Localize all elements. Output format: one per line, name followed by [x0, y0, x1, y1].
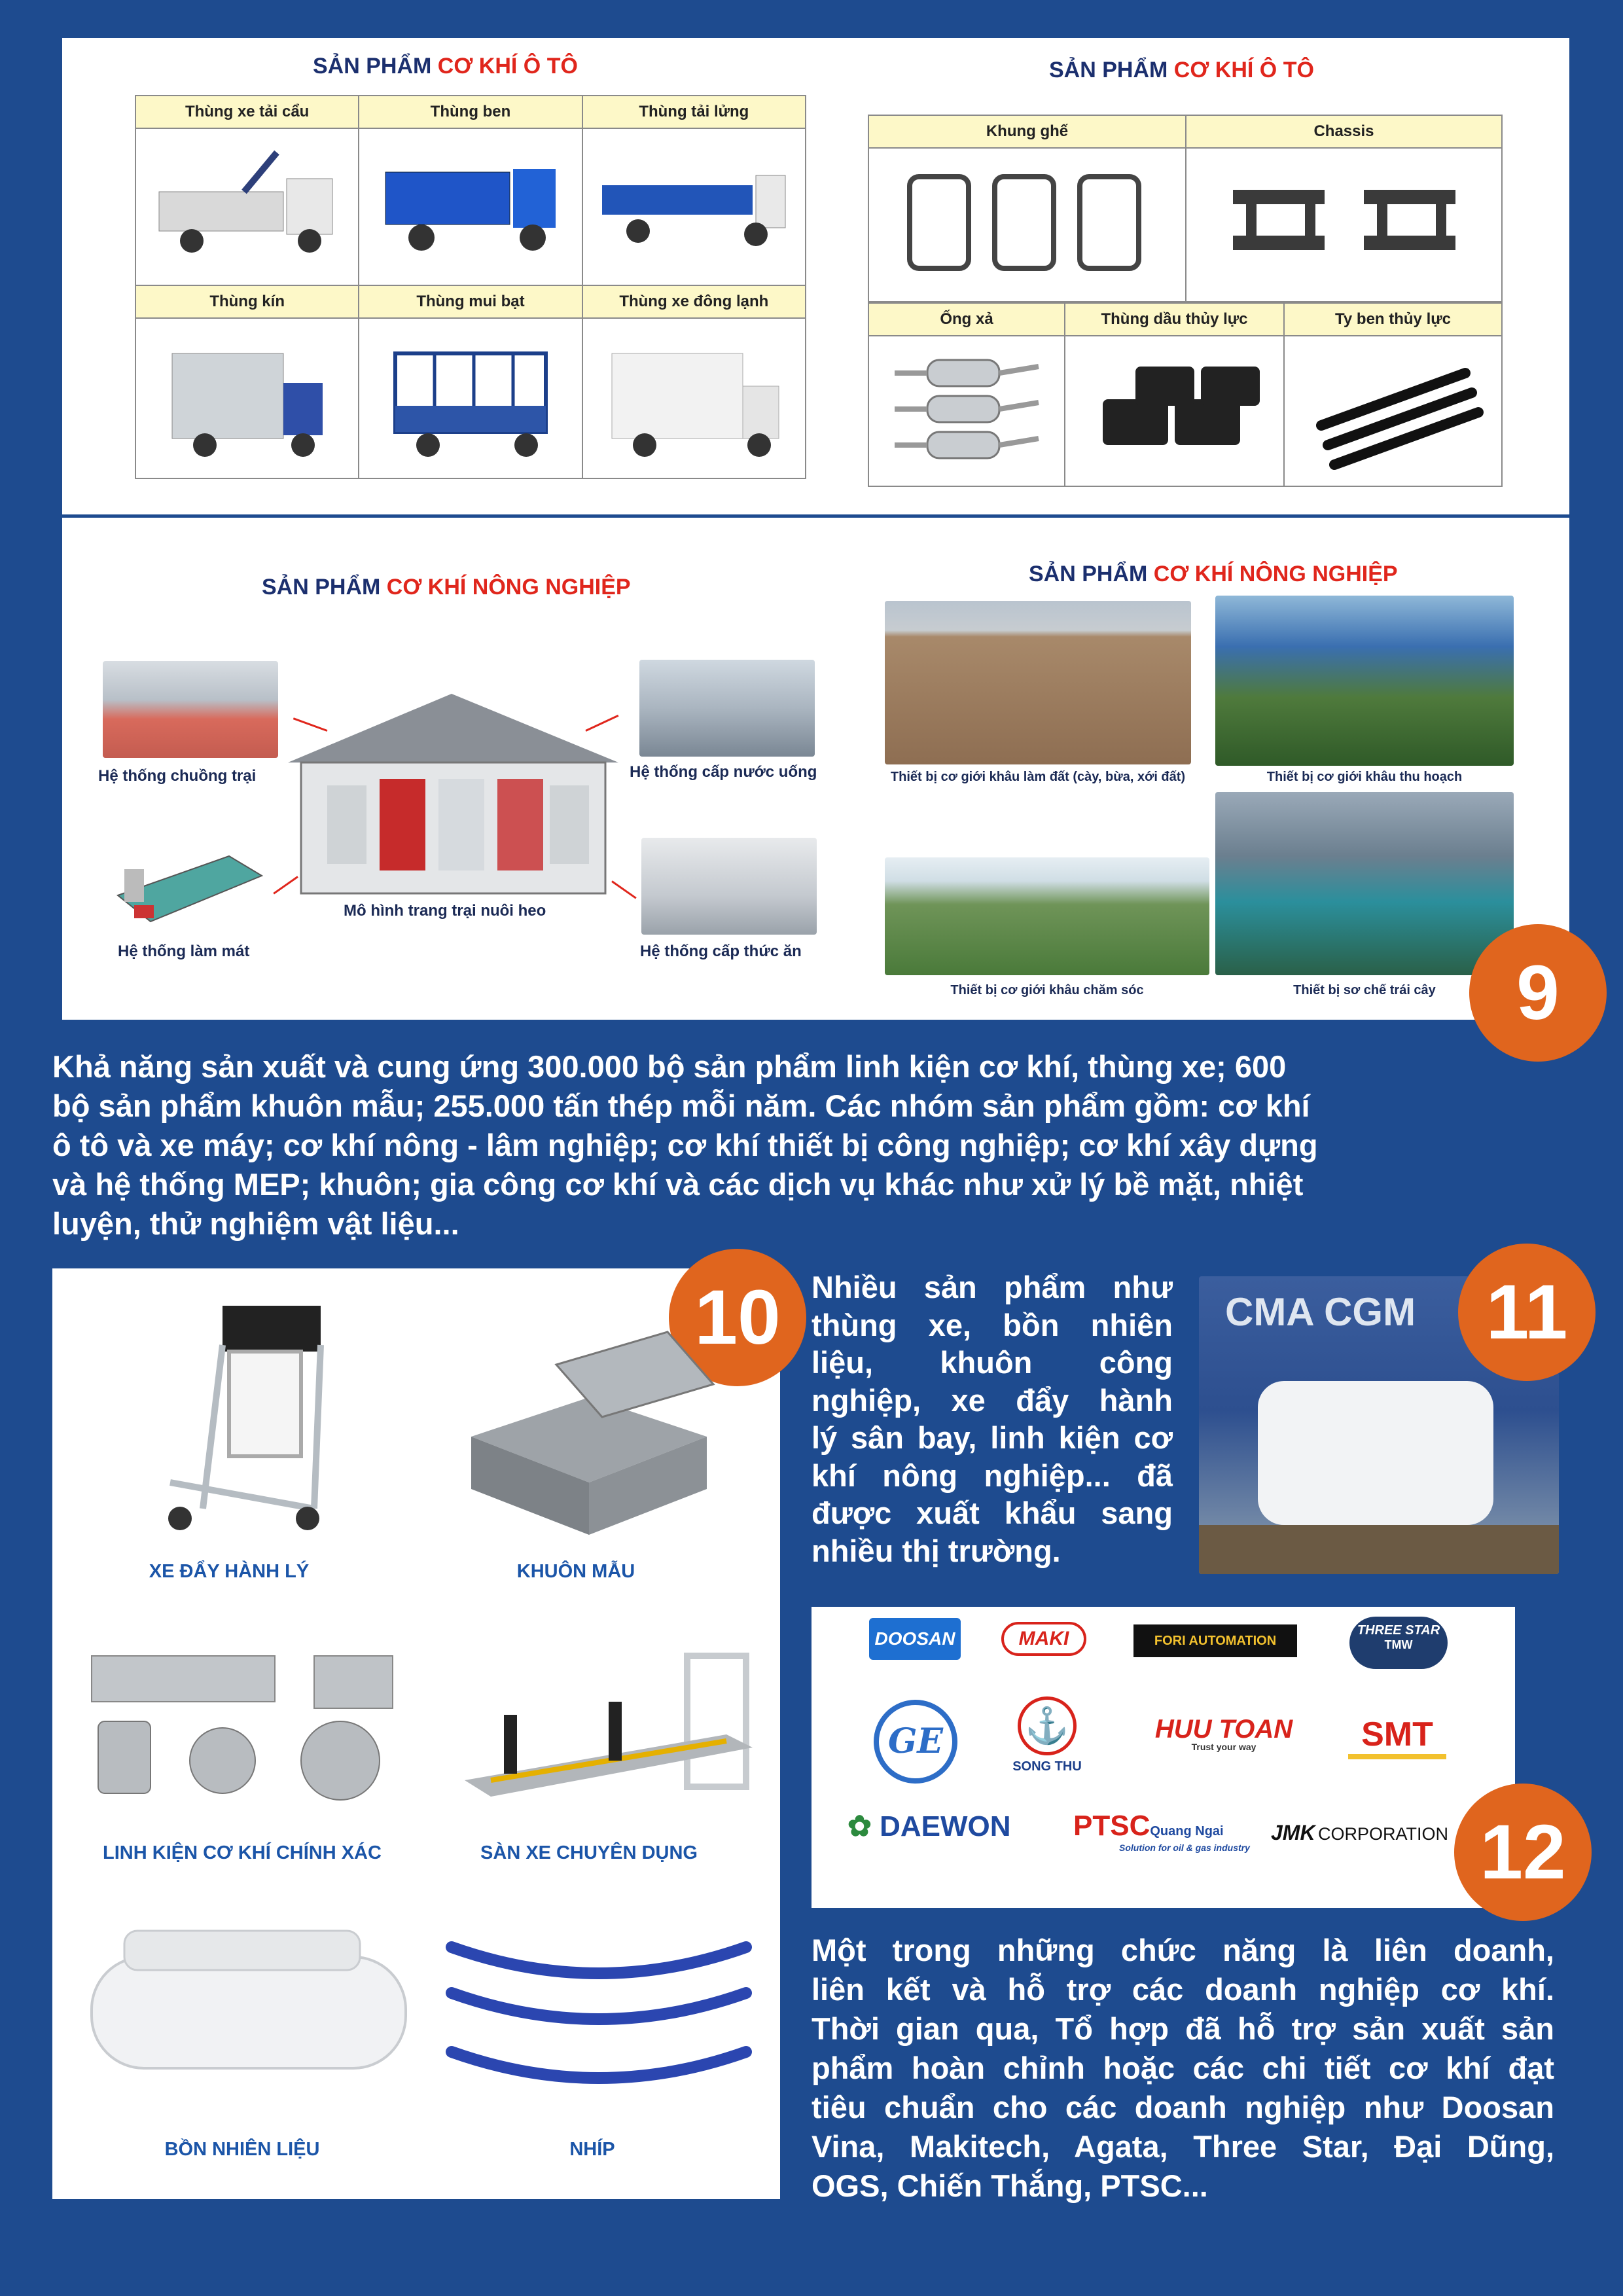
photo-hydraulic-tanks [1065, 336, 1284, 486]
table-header-cell: Thùng xe đông lạnh [582, 285, 806, 318]
logo-song-thu-text: SONG THU [1012, 1759, 1082, 1774]
text-line: Thời gian qua, Tổ hợp đã hỗ trợ sản xuất sản [812, 2011, 1554, 2046]
photo-precision-parts [79, 1649, 406, 1806]
photo-chassis [1186, 148, 1502, 302]
text-line: Vina, Makitech, Agata, Three Star, Đại Dũng, [812, 2129, 1554, 2164]
label-water-system: Hệ thống cấp nước uống [630, 763, 817, 781]
photo-pig-farm-model [288, 694, 618, 897]
logo-ge: GE [874, 1700, 957, 1784]
daewon-emblem-icon: ✿ [847, 1810, 880, 1842]
photo-water-system [639, 660, 815, 757]
table-header-cell: Ty ben thủy lực [1284, 303, 1502, 336]
label-cooling-system: Hệ thống làm mát [118, 942, 250, 960]
logo-jmk-text: JMK [1271, 1821, 1315, 1844]
logo-three-star-text: THREE STAR [1357, 1623, 1440, 1638]
badge-10: 10 [669, 1249, 806, 1386]
auto-right-title: SẢN PHẨM CƠ KHÍ Ô TÔ [1049, 58, 1314, 82]
photo-crane-truck [135, 128, 359, 285]
table-header-cell: Thùng ben [359, 96, 582, 128]
anchor-icon: ⚓ [1018, 1696, 1077, 1755]
badge-11: 11 [1458, 1244, 1596, 1381]
photo-pig-pens [103, 661, 278, 758]
logo-huu-toan-text: HUU TOAN [1154, 1715, 1293, 1744]
text-line: tiêu chuẩn cho các doanh nghiệp như Doosan [812, 2090, 1554, 2125]
caption-soil-preparation: Thiết bị cơ giới khâu làm đất (cày, bừa, xới đất) [890, 770, 1186, 784]
photo-fruit-processing [1215, 792, 1514, 975]
panel-divider [62, 514, 1569, 518]
logo-huu-toan [1139, 1715, 1309, 1752]
text-line: Một trong những chức năng là liên doanh, [812, 1933, 1554, 1967]
text-line: nhiều thị trường. [812, 1533, 1061, 1568]
text-line: lý sân bay, linh kiện cơ [812, 1420, 1173, 1455]
logo-daewon [847, 1810, 1044, 1852]
product-caption: BỒN NHIÊN LIỆU [164, 2139, 320, 2160]
paragraph-12 [812, 1931, 1554, 2206]
caption-harvesting: Thiết bị cơ giới khâu thu hoạch [1266, 770, 1463, 784]
photo-crop-care [885, 857, 1209, 975]
table-header-cell: Chassis [1186, 115, 1502, 148]
product-caption: LINH KIỆN CƠ KHÍ CHÍNH XÁC [103, 1842, 382, 1863]
caption-fruit-processing: Thiết bị sơ chế trái cây [1293, 983, 1436, 997]
photo-box-truck [135, 318, 359, 478]
auto-left-table [135, 95, 806, 479]
photo-flatbed-truck [582, 128, 806, 285]
table-header-cell: Thùng tải lửng [582, 96, 806, 128]
logo-ptsc-sub: Quang Ngai [1150, 1824, 1224, 1839]
product-caption: KHUÔN MẪU [516, 1561, 635, 1582]
text-line: được xuất khẩu sang [812, 1496, 1173, 1530]
text-line: khí nông nghiệp... đã [812, 1458, 1173, 1493]
paragraph-11 [812, 1268, 1173, 1570]
logo-smt: SMT [1348, 1715, 1446, 1759]
text-line: nghiệp, xe đẩy hành [812, 1382, 1173, 1418]
logo-maki: MAKI [1001, 1622, 1086, 1656]
text-line: bộ sản phẩm khuôn mẫu; 255.000 tấn thép mỗi năm. Các nhóm sản phẩm gồm: cơ khí [52, 1088, 1310, 1123]
photo-canvas-truck [359, 318, 582, 478]
logo-fori: FORI AUTOMATION [1133, 1624, 1297, 1657]
caption-crop-care: Thiết bị cơ giới khâu chăm sóc [950, 983, 1144, 997]
logo-song-thu [1005, 1696, 1090, 1782]
logo-three-star [1349, 1617, 1448, 1669]
logo-three-star-sub: TMW [1384, 1638, 1413, 1651]
container-brand-text: CMA CGM [1225, 1290, 1416, 1334]
auto-left-title: SẢN PHẨM CƠ KHÍ Ô TÔ [313, 54, 578, 79]
text-line: liên kết và hỗ trợ các doanh nghiệp cơ khí. [812, 1972, 1554, 2007]
text-line: Khả năng sản xuất và cung ứng 300.000 bộ sản phẩm linh kiện cơ khí, thùng xe; 600 [52, 1049, 1287, 1084]
agri-left-title: SẢN PHẨM CƠ KHÍ NÔNG NGHIỆP [262, 575, 631, 600]
text-line: và hệ thống MEP; khuôn; gia công cơ khí và các dịch vụ khác như xử lý bề mặt, nhiệt [52, 1167, 1304, 1202]
text-line: ô tô và xe máy; cơ khí nông - lâm nghiệp; cơ khí thiết bị công nghiệp; cơ khí xây dựng [52, 1128, 1318, 1162]
label-pig-farm-model: Mô hình trang trại nuôi heo [344, 902, 546, 920]
text-line: Nhiều sản phẩm như [812, 1270, 1173, 1304]
photo-exhaust-pipes [868, 336, 1065, 486]
label-feed-system: Hệ thống cấp thức ăn [640, 942, 802, 960]
label-pig-pens: Hệ thống chuồng trại [98, 767, 257, 785]
table-header-cell: Thùng xe tải cẩu [135, 96, 359, 128]
table-header-cell: Ống xả [868, 303, 1065, 336]
logo-huu-toan-sub: Trust your way [1191, 1742, 1257, 1752]
photo-refrigerated-truck [582, 318, 806, 478]
text-line: OGS, Chiến Thắng, PTSC... [812, 2168, 1208, 2203]
logo-daewon-text: DAEWON [880, 1810, 1011, 1842]
logo-ptsc [1073, 1810, 1250, 1853]
text-line: liệu, khuôn công [812, 1345, 1173, 1380]
text-line: luyện, thử nghiệm vật liệu... [52, 1206, 459, 1241]
logo-jmk [1271, 1821, 1461, 1845]
auto-right-table-2 [868, 302, 1503, 487]
photo-cooling-system [111, 850, 268, 928]
logo-jmk-sub: CORPORATION [1318, 1824, 1449, 1844]
product-caption: NHÍP [569, 2139, 615, 2160]
product-caption: SÀN XE CHUYÊN DỤNG [480, 1842, 698, 1863]
agri-right-title: SẢN PHẨM CƠ KHÍ NÔNG NGHIỆP [1029, 562, 1398, 586]
product-caption: XE ĐẨY HÀNH LÝ [149, 1561, 310, 1582]
table-header-cell: Thùng dầu thủy lực [1065, 303, 1284, 336]
table-header-cell: Thùng kín [135, 285, 359, 318]
photo-hydraulic-cylinders [1284, 336, 1502, 486]
photo-vehicle-floor [452, 1649, 759, 1806]
logo-ptsc-tagline: Solution for oil & gas industry [1119, 1842, 1250, 1853]
photo-soil-preparation [885, 601, 1191, 764]
photo-mold [458, 1325, 720, 1541]
badge-12: 12 [1454, 1784, 1592, 1921]
table-header-cell: Thùng mui bạt [359, 285, 582, 318]
logo-doosan: DOOSAN [869, 1618, 961, 1660]
table-header-cell: Khung ghế [868, 115, 1186, 148]
photo-leaf-springs [438, 1928, 759, 2124]
photo-fuel-tank [85, 1911, 412, 2108]
photo-luggage-cart [144, 1293, 360, 1541]
auto-right-table-1 [868, 115, 1503, 302]
logo-ptsc-text: PTSC [1073, 1810, 1150, 1842]
photo-seat-frames [868, 148, 1186, 302]
photo-harvesting [1215, 596, 1514, 766]
text-line: phẩm hoàn chỉnh hoặc các chi tiết cơ khí đạt [812, 2051, 1554, 2085]
text-line: thùng xe, bồn nhiên [812, 1307, 1173, 1342]
paragraph-9 [52, 1047, 1571, 1244]
photo-feed-system [641, 838, 817, 935]
photo-dump-truck [359, 128, 582, 285]
badge-9: 9 [1469, 924, 1607, 1062]
